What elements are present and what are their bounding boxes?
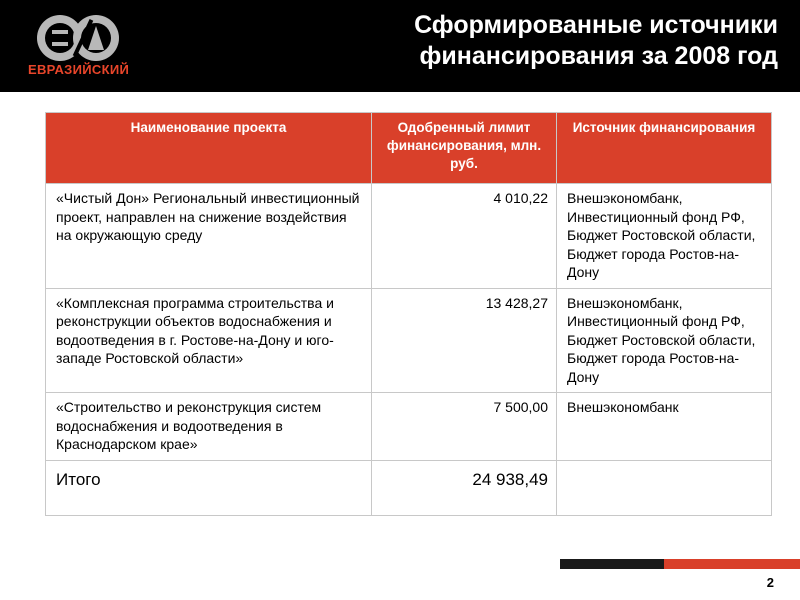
cell-source: Внешэкономбанк, Инвестиционный фонд РФ, Бюджет Ростовской области, Бюджет города Ростов-на-Дону bbox=[557, 184, 772, 289]
logo-wordmark: ЕВРАЗИЙСКИЙ bbox=[28, 62, 130, 77]
financing-table-container bbox=[45, 112, 771, 516]
cell-limit: 7 500,00 bbox=[372, 393, 557, 461]
cell-source: Внешэкономбанк, Инвестиционный фонд РФ, Бюджет Ростовской области, Бюджет города Ростов-на-Дону bbox=[557, 288, 772, 393]
total-label: Итого bbox=[46, 460, 372, 515]
title-line-2: финансирования за 2008 год bbox=[419, 42, 778, 70]
total-value: 24 938,49 bbox=[372, 460, 557, 515]
total-row bbox=[46, 460, 772, 515]
table-row bbox=[46, 288, 772, 393]
cell-project: «Строительство и реконструкция систем водоснабжения и водоотведения в Краснодарском крае» bbox=[46, 393, 372, 461]
cell-limit: 13 428,27 bbox=[372, 288, 557, 393]
total-source bbox=[557, 460, 772, 515]
financing-table bbox=[45, 112, 772, 516]
cell-project: «Чистый Дон» Региональный инвестиционный проект, направлен на снижение воздействия на окружающую среду bbox=[46, 184, 372, 289]
cell-source: Внешэкономбанк bbox=[557, 393, 772, 461]
header-source: Источник финансирования bbox=[557, 113, 772, 184]
cell-project: «Комплексная программа строительства и реконструкции объектов водоснабжения и водоотведения в г. Ростове-на-Дону и юго-западе Ростовской области» bbox=[46, 288, 372, 393]
footer-bar-accent bbox=[664, 559, 800, 569]
page-title bbox=[258, 10, 778, 72]
table-row bbox=[46, 184, 772, 289]
footer-bar-dark bbox=[560, 559, 664, 569]
slide-header bbox=[0, 0, 800, 92]
cell-limit: 4 010,22 bbox=[372, 184, 557, 289]
header-limit: Одобренный лимит финансирования, млн. руб. bbox=[372, 113, 557, 184]
header-project: Наименование проекта bbox=[46, 113, 372, 184]
title-line-1: Сформированные источники bbox=[414, 11, 778, 39]
table-header-row bbox=[46, 113, 772, 184]
page-number: 2 bbox=[766, 575, 774, 590]
table-row bbox=[46, 393, 772, 461]
